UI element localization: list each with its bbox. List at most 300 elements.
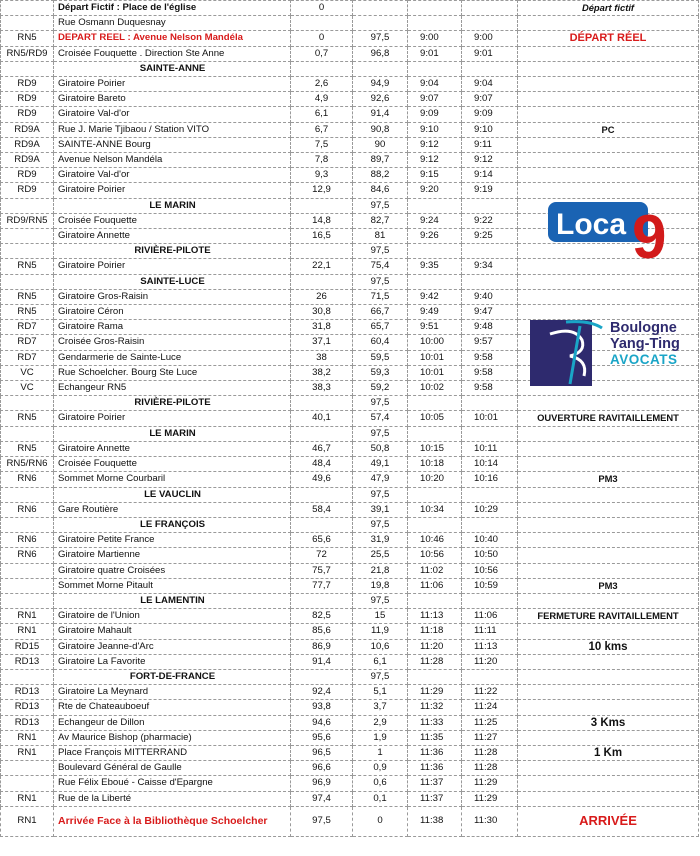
scheduled-time-cell: 9:01 [408, 46, 462, 61]
place-cell: Giratoire La Meynard [54, 685, 291, 700]
byt-text [610, 320, 680, 368]
km-cell: 46,7 [291, 441, 353, 456]
table-row [1, 137, 699, 152]
route-cell [1, 198, 54, 213]
km-cell: 6,1 [291, 107, 353, 122]
remaining-km-cell: 97,5 [353, 244, 408, 259]
note-cell [518, 426, 699, 441]
remaining-km-cell: 1 [353, 745, 408, 760]
note-cell: FERMETURE RAVITAILLEMENT [518, 609, 699, 624]
scheduled-time-cell [408, 517, 462, 532]
place-cell: Arrivée Face à la Bibliothèque Schoelcher [54, 806, 291, 836]
km-cell: 95,6 [291, 730, 353, 745]
place-cell: Rue Félix Eboué - Caisse d'Epargne [54, 776, 291, 791]
remaining-km-cell: 2,9 [353, 715, 408, 730]
place-cell: Giratoire Gros-Raisin [54, 289, 291, 304]
note-cell [518, 533, 699, 548]
route-cell: RN5/RN6 [1, 457, 54, 472]
note-cell [518, 761, 699, 776]
table-row [1, 776, 699, 791]
time-cell: 10:14 [462, 457, 518, 472]
table-row [1, 715, 699, 730]
note-cell: 3 Kms [518, 715, 699, 730]
km-cell: 0 [291, 31, 353, 46]
remaining-km-cell: 0 [353, 806, 408, 836]
time-cell: 9:40 [462, 289, 518, 304]
scheduled-time-cell: 11:13 [408, 609, 462, 624]
note-cell [518, 457, 699, 472]
remaining-km-cell: 59,2 [353, 381, 408, 396]
route-cell: RN1 [1, 745, 54, 760]
place-cell: Rte de Chateauboeuf [54, 700, 291, 715]
time-cell [462, 198, 518, 213]
table-row [1, 289, 699, 304]
place-cell: SAINTE-ANNE Bourg [54, 137, 291, 152]
table-row [1, 548, 699, 563]
time-cell [462, 487, 518, 502]
table-row [1, 624, 699, 639]
route-cell: RD13 [1, 715, 54, 730]
note-cell: PM3 [518, 472, 699, 487]
route-cell [1, 61, 54, 76]
remaining-km-cell: 19,8 [353, 578, 408, 593]
scheduled-time-cell: 9:26 [408, 229, 462, 244]
route-cell: RN6 [1, 472, 54, 487]
remaining-km-cell: 6,1 [353, 654, 408, 669]
time-cell [462, 1, 518, 16]
remaining-km-cell: 5,1 [353, 685, 408, 700]
section-row [1, 669, 699, 684]
route-cell [1, 563, 54, 578]
remaining-km-cell: 59,3 [353, 365, 408, 380]
time-cell: 10:50 [462, 548, 518, 563]
km-cell: 48,4 [291, 457, 353, 472]
route-cell [1, 1, 54, 16]
route-cell: RD9A [1, 122, 54, 137]
scheduled-time-cell: 9:42 [408, 289, 462, 304]
loca9-digit: 9 [632, 203, 667, 272]
table-row [1, 153, 699, 168]
scheduled-time-cell [408, 669, 462, 684]
route-cell: RN6 [1, 533, 54, 548]
km-cell: 97,4 [291, 791, 353, 806]
note-cell [518, 669, 699, 684]
km-cell [291, 61, 353, 76]
place-cell: Boulevard Général de Gaulle [54, 761, 291, 776]
km-cell: 97,5 [291, 806, 353, 836]
route-cell: RD15 [1, 639, 54, 654]
km-cell [291, 16, 353, 31]
section-row [1, 487, 699, 502]
scheduled-time-cell: 11:29 [408, 685, 462, 700]
place-cell: Avenue Nelson Mandéla [54, 153, 291, 168]
remaining-km-cell: 97,5 [353, 593, 408, 608]
scheduled-time-cell: 9:15 [408, 168, 462, 183]
time-cell [462, 16, 518, 31]
remaining-km-cell [353, 16, 408, 31]
place-cell: Rue J. Marie Tjibaou / Station VITO [54, 122, 291, 137]
km-cell: 0 [291, 1, 353, 16]
byt-logo [530, 318, 692, 390]
route-cell [1, 396, 54, 411]
scheduled-time-cell: 11:37 [408, 776, 462, 791]
time-cell: 9:22 [462, 213, 518, 228]
km-cell: 31,8 [291, 320, 353, 335]
place-cell: Giratoire quatre Croisées [54, 563, 291, 578]
note-cell [518, 548, 699, 563]
remaining-km-cell: 97,5 [353, 274, 408, 289]
remaining-km-cell: 60,4 [353, 335, 408, 350]
route-cell: RD13 [1, 685, 54, 700]
table-row [1, 502, 699, 517]
time-cell: 11:13 [462, 639, 518, 654]
km-cell: 58,4 [291, 502, 353, 517]
table-row [1, 168, 699, 183]
remaining-km-cell: 65,7 [353, 320, 408, 335]
time-cell: 9:01 [462, 46, 518, 61]
km-cell: 92,4 [291, 685, 353, 700]
remaining-km-cell: 57,4 [353, 411, 408, 426]
time-cell [462, 244, 518, 259]
place-cell: Giratoire Martienne [54, 548, 291, 563]
time-cell: 10:29 [462, 502, 518, 517]
table-row [1, 107, 699, 122]
route-cell [1, 274, 54, 289]
scheduled-time-cell: 9:00 [408, 31, 462, 46]
place-cell: Giratoire Poirier [54, 183, 291, 198]
note-cell [518, 517, 699, 532]
km-cell [291, 198, 353, 213]
time-cell [462, 61, 518, 76]
km-cell: 7,5 [291, 137, 353, 152]
table-row [1, 533, 699, 548]
place-cell: Gendarmerie de Sainte-Luce [54, 350, 291, 365]
note-cell [518, 685, 699, 700]
note-cell [518, 153, 699, 168]
km-cell: 14,8 [291, 213, 353, 228]
note-cell: Départ fictif [518, 1, 699, 16]
place-cell: Giratoire Poirier [54, 411, 291, 426]
time-cell [462, 396, 518, 411]
note-cell: ARRIVÉE [518, 806, 699, 836]
note-cell [518, 168, 699, 183]
km-cell: 75,7 [291, 563, 353, 578]
table-row [1, 472, 699, 487]
remaining-km-cell: 92,6 [353, 92, 408, 107]
note-cell: DÉPART RÉEL [518, 31, 699, 46]
route-cell: RN6 [1, 548, 54, 563]
scheduled-time-cell: 9:24 [408, 213, 462, 228]
place-cell: Echangeur de Dillon [54, 715, 291, 730]
scheduled-time-cell: 11:35 [408, 730, 462, 745]
place-cell: Giratoire Poirier [54, 77, 291, 92]
remaining-km-cell: 97,5 [353, 669, 408, 684]
route-cell [1, 669, 54, 684]
route-cell: RN1 [1, 624, 54, 639]
scheduled-time-cell: 10:15 [408, 441, 462, 456]
route-cell: RD9/RN5 [1, 213, 54, 228]
table-row [1, 441, 699, 456]
scheduled-time-cell: 11:18 [408, 624, 462, 639]
time-cell: 9:57 [462, 335, 518, 350]
route-cell: RD7 [1, 350, 54, 365]
route-cell [1, 229, 54, 244]
route-cell: RD9A [1, 153, 54, 168]
time-cell: 10:01 [462, 411, 518, 426]
place-cell: Echangeur RN5 [54, 381, 291, 396]
scheduled-time-cell: 11:32 [408, 700, 462, 715]
km-cell: 26 [291, 289, 353, 304]
remaining-km-cell: 10,6 [353, 639, 408, 654]
scheduled-time-cell [408, 198, 462, 213]
place-cell: LE MARIN [54, 198, 291, 213]
time-cell [462, 274, 518, 289]
place-cell: Rue Osmann Duquesnay [54, 16, 291, 31]
time-cell: 9:58 [462, 350, 518, 365]
note-cell [518, 502, 699, 517]
note-cell: 10 kms [518, 639, 699, 654]
remaining-km-cell: 89,7 [353, 153, 408, 168]
remaining-km-cell: 71,5 [353, 289, 408, 304]
table-row [1, 457, 699, 472]
table-row [1, 16, 699, 31]
place-cell: Giratoire Poirier [54, 259, 291, 274]
route-cell [1, 578, 54, 593]
km-cell: 77,7 [291, 578, 353, 593]
km-cell [291, 244, 353, 259]
remaining-km-cell: 31,9 [353, 533, 408, 548]
remaining-km-cell: 0,6 [353, 776, 408, 791]
route-cell: RN5 [1, 259, 54, 274]
time-cell: 11:29 [462, 776, 518, 791]
route-cell [1, 593, 54, 608]
place-cell: Giratoire Rama [54, 320, 291, 335]
scheduled-time-cell: 10:01 [408, 350, 462, 365]
route-cell: VC [1, 381, 54, 396]
time-cell: 9:14 [462, 168, 518, 183]
km-cell: 96,5 [291, 745, 353, 760]
scheduled-time-cell: 10:20 [408, 472, 462, 487]
scheduled-time-cell: 10:18 [408, 457, 462, 472]
time-cell: 11:28 [462, 761, 518, 776]
place-cell: Rue de la Liberté [54, 791, 291, 806]
route-cell: RN6 [1, 502, 54, 517]
scheduled-time-cell: 11:37 [408, 791, 462, 806]
remaining-km-cell: 84,6 [353, 183, 408, 198]
note-cell [518, 624, 699, 639]
scheduled-time-cell [408, 244, 462, 259]
km-cell: 96,9 [291, 776, 353, 791]
place-cell: Croisée Fouquette [54, 457, 291, 472]
route-cell: RN5 [1, 31, 54, 46]
note-cell [518, 61, 699, 76]
place-cell: Giratoire Bareto [54, 92, 291, 107]
km-cell [291, 426, 353, 441]
scheduled-time-cell: 9:04 [408, 77, 462, 92]
time-cell: 9:25 [462, 229, 518, 244]
table-row [1, 730, 699, 745]
note-cell: OUVERTURE RAVITAILLEMENT [518, 411, 699, 426]
place-cell: LE MARIN [54, 426, 291, 441]
remaining-km-cell: 59,5 [353, 350, 408, 365]
scheduled-time-cell: 10:00 [408, 335, 462, 350]
route-cell: RN1 [1, 791, 54, 806]
time-cell [462, 669, 518, 684]
route-cell: RD9 [1, 77, 54, 92]
scheduled-time-cell [408, 593, 462, 608]
remaining-km-cell: 50,8 [353, 441, 408, 456]
place-cell: Giratoire de l'Union [54, 609, 291, 624]
remaining-km-cell: 97,5 [353, 487, 408, 502]
remaining-km-cell: 3,7 [353, 700, 408, 715]
place-cell: SAINTE-LUCE [54, 274, 291, 289]
place-cell: Gare Routière [54, 502, 291, 517]
place-cell: Sommet Morne Pitault [54, 578, 291, 593]
remaining-km-cell: 97,5 [353, 31, 408, 46]
time-cell: 9:47 [462, 305, 518, 320]
route-cell: RN5 [1, 441, 54, 456]
table-row [1, 609, 699, 624]
place-cell: Place François MITTERRAND [54, 745, 291, 760]
time-cell [462, 426, 518, 441]
table-row [1, 745, 699, 760]
remaining-km-cell: 39,1 [353, 502, 408, 517]
byt-monogram-icon [530, 318, 608, 390]
table-row [1, 77, 699, 92]
remaining-km-cell: 96,8 [353, 46, 408, 61]
time-cell: 9:07 [462, 92, 518, 107]
remaining-km-cell [353, 61, 408, 76]
remaining-km-cell: 81 [353, 229, 408, 244]
table-row [1, 578, 699, 593]
note-cell [518, 289, 699, 304]
km-cell: 94,6 [291, 715, 353, 730]
table-row [1, 1, 699, 16]
km-cell: 12,9 [291, 183, 353, 198]
time-cell: 10:40 [462, 533, 518, 548]
loca9-word: Loca [556, 208, 627, 241]
place-cell: Giratoire Val-d'or [54, 107, 291, 122]
byt-line3: AVOCATS [610, 352, 678, 367]
time-cell: 10:11 [462, 441, 518, 456]
remaining-km-cell: 88,2 [353, 168, 408, 183]
scheduled-time-cell: 10:56 [408, 548, 462, 563]
km-cell: 7,8 [291, 153, 353, 168]
time-cell: 10:56 [462, 563, 518, 578]
remaining-km-cell: 91,4 [353, 107, 408, 122]
remaining-km-cell: 97,5 [353, 396, 408, 411]
km-cell: 85,6 [291, 624, 353, 639]
remaining-km-cell: 49,1 [353, 457, 408, 472]
route-cell: RN1 [1, 609, 54, 624]
km-cell [291, 396, 353, 411]
remaining-km-cell: 0,1 [353, 791, 408, 806]
remaining-km-cell: 75,4 [353, 259, 408, 274]
scheduled-time-cell: 9:12 [408, 153, 462, 168]
scheduled-time-cell: 9:20 [408, 183, 462, 198]
scheduled-time-cell: 11:36 [408, 745, 462, 760]
table-row [1, 563, 699, 578]
table-row [1, 639, 699, 654]
route-cell: RD9 [1, 107, 54, 122]
note-cell [518, 107, 699, 122]
remaining-km-cell: 90 [353, 137, 408, 152]
km-cell: 40,1 [291, 411, 353, 426]
km-cell: 16,5 [291, 229, 353, 244]
remaining-km-cell: 90,8 [353, 122, 408, 137]
route-cell: RN5 [1, 305, 54, 320]
time-cell: 9:34 [462, 259, 518, 274]
time-cell [462, 593, 518, 608]
note-cell: PM3 [518, 578, 699, 593]
scheduled-time-cell: 9:12 [408, 137, 462, 152]
place-cell: LE VAUCLIN [54, 487, 291, 502]
note-cell [518, 441, 699, 456]
km-cell: 38,2 [291, 365, 353, 380]
km-cell: 2,6 [291, 77, 353, 92]
route-cell [1, 487, 54, 502]
time-cell: 10:16 [462, 472, 518, 487]
time-cell: 9:10 [462, 122, 518, 137]
scheduled-time-cell: 11:33 [408, 715, 462, 730]
remaining-km-cell: 94,9 [353, 77, 408, 92]
route-cell: RN1 [1, 730, 54, 745]
note-cell: 1 Km [518, 745, 699, 760]
time-cell: 9:19 [462, 183, 518, 198]
place-cell: Départ Fictif : Place de l'église [54, 1, 291, 16]
place-cell: Giratoire Val-d'or [54, 168, 291, 183]
km-cell: 38 [291, 350, 353, 365]
scheduled-time-cell [408, 1, 462, 16]
km-cell: 4,9 [291, 92, 353, 107]
place-cell: Rue Schoelcher. Bourg Ste Luce [54, 365, 291, 380]
remaining-km-cell: 66,7 [353, 305, 408, 320]
scheduled-time-cell [408, 487, 462, 502]
scheduled-time-cell: 11:06 [408, 578, 462, 593]
time-cell: 11:11 [462, 624, 518, 639]
scheduled-time-cell: 11:20 [408, 639, 462, 654]
place-cell: Croisée Fouquette [54, 213, 291, 228]
km-cell [291, 517, 353, 532]
remaining-km-cell: 11,9 [353, 624, 408, 639]
place-cell: DEPART REEL : Avenue Nelson Mandéla [54, 31, 291, 46]
note-cell [518, 77, 699, 92]
time-cell: 9:11 [462, 137, 518, 152]
route-cell [1, 16, 54, 31]
section-row [1, 396, 699, 411]
scheduled-time-cell: 11:38 [408, 806, 462, 836]
place-cell: Croisée Fouquette . Direction Ste Anne [54, 46, 291, 61]
scheduled-time-cell [408, 61, 462, 76]
remaining-km-cell: 97,5 [353, 426, 408, 441]
time-cell: 9:58 [462, 365, 518, 380]
table-row [1, 761, 699, 776]
km-cell [291, 487, 353, 502]
remaining-km-cell: 97,5 [353, 517, 408, 532]
km-cell: 6,7 [291, 122, 353, 137]
table-row [1, 122, 699, 137]
scheduled-time-cell [408, 16, 462, 31]
scheduled-time-cell: 11:28 [408, 654, 462, 669]
time-cell: 11:27 [462, 730, 518, 745]
remaining-km-cell: 97,5 [353, 198, 408, 213]
note-cell [518, 700, 699, 715]
km-cell [291, 274, 353, 289]
table-row [1, 31, 699, 46]
time-cell: 11:24 [462, 700, 518, 715]
km-cell: 86,9 [291, 639, 353, 654]
route-cell [1, 761, 54, 776]
